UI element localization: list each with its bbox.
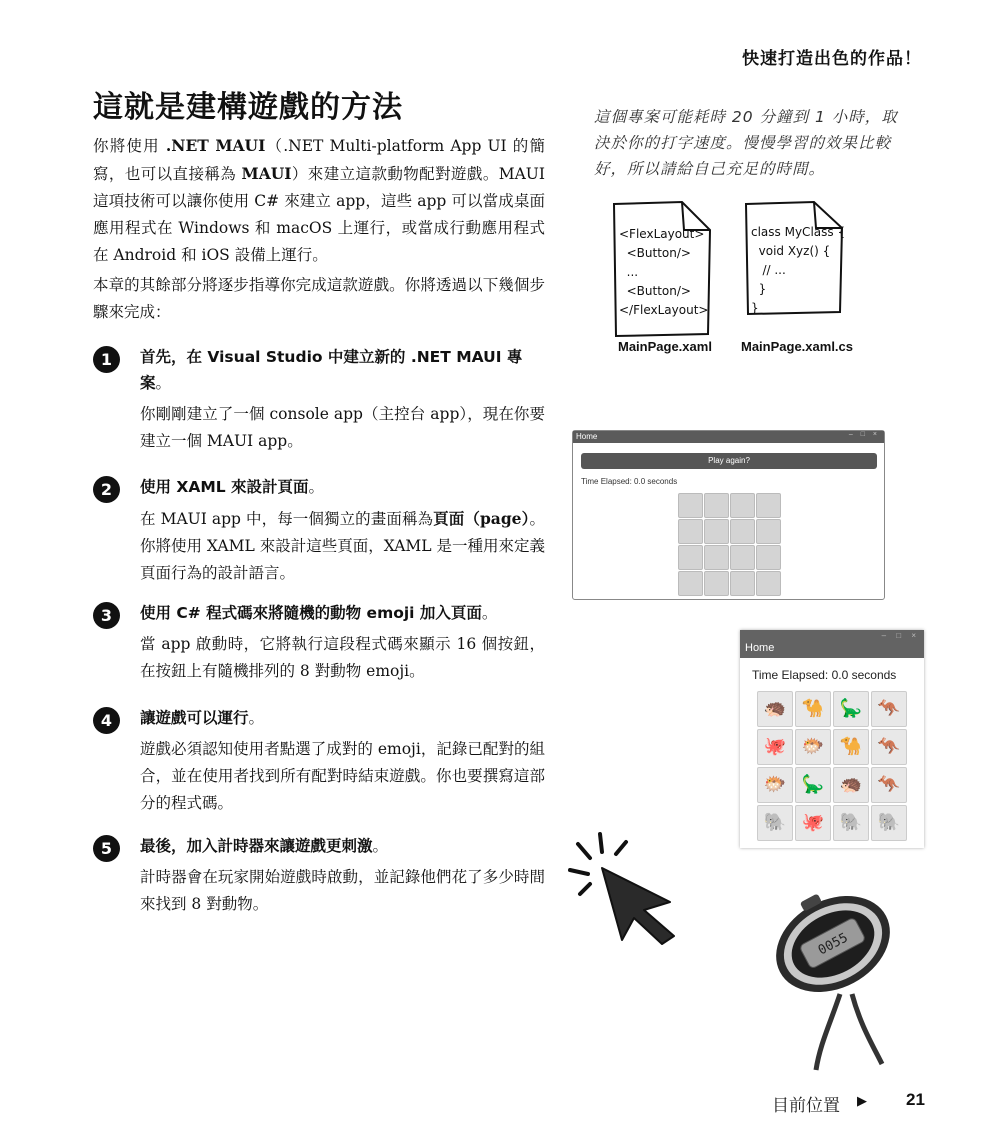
animal-tile[interactable]: 🐪	[795, 691, 831, 727]
animal-tile[interactable]: 🦔	[833, 767, 869, 803]
animal-tile[interactable]: 🐡	[757, 767, 793, 803]
animal-tile[interactable]: 🦘	[871, 691, 907, 727]
animal-tile[interactable]: 🦘	[871, 729, 907, 765]
game-window-large	[740, 630, 924, 848]
stopwatch-icon	[760, 884, 906, 1074]
tile-button[interactable]	[756, 571, 781, 596]
animal-tile[interactable]: 🐙	[795, 805, 831, 841]
step-description: 在 MAUI app 中，每一個獨立的畫面稱為頁面（page）。你將使用 XAML 來設計這些頁面，XAML 是一種用來定義頁面行為的設計語言。	[140, 509, 545, 582]
tile-grid	[678, 493, 781, 596]
tile-button[interactable]	[756, 545, 781, 570]
step-number: 2	[93, 476, 120, 503]
step-number: 4	[93, 707, 120, 734]
animal-tile[interactable]: 🦕	[833, 691, 869, 727]
step-description: 計時器會在玩家開始遊戲時啟動，並記錄他們花了多少時間來找到 8 對動物。	[140, 868, 545, 913]
window-title-bar: Home – □ ×	[740, 630, 924, 658]
window-controls[interactable]: – □ ×	[881, 631, 920, 640]
animal-tile-grid	[757, 691, 907, 841]
step-number: 3	[93, 602, 120, 629]
page-title: 這就是建構遊戲的方法	[93, 90, 403, 125]
tile-button[interactable]	[678, 493, 703, 518]
play-again-button[interactable]: Play again?	[581, 453, 877, 469]
window-title-bar: Home – □ ×	[573, 431, 884, 443]
xaml-file-label: MainPage.xaml	[618, 339, 712, 354]
step-title: 讓遊戲可以運行。	[140, 709, 265, 727]
animal-tile[interactable]: 🐙	[757, 729, 793, 765]
xaml-code-snippet: <FlexLayout> <Button/> ... <Button/> </FlexLayout>	[619, 227, 709, 317]
animal-tile[interactable]: 🦔	[757, 691, 793, 727]
step-description: 你剛剛建立了一個 console app（主控台 app），現在你要建立一個 MAUI app。	[140, 405, 545, 450]
tile-button[interactable]	[730, 571, 755, 596]
intro-paragraph-2: 本章的其餘部分將逐步指導你完成這款遊戲。你將透過以下幾個步驟來完成：	[93, 276, 545, 321]
window-controls[interactable]: – □ ×	[848, 431, 880, 438]
handwritten-note: 這個專案可能耗時 20 分鐘到 1 小時，取決於你的打字速度。慢慢學習的效果比較好，所以請給自己充足的時間。	[594, 108, 898, 178]
intro-paragraph-1: 你將使用 .NET MAUI（.NET Multi-platform App UI 的簡寫，也可以直接稱為 MAUI）來建立這款動物配對遊戲。MAUI 這項技術可以讓你使用 C# 來建立 app，這些 app 可以當成桌面應用程式在 Windows 和 macOS 上運行，或當成行動應用程式在 Android 和 iOS 設備上運行。	[93, 136, 545, 264]
footer-nav-label: 目前位置	[772, 1096, 840, 1116]
tile-button[interactable]	[756, 519, 781, 544]
step-description: 當 app 啟動時，它將執行這段程式碼來顯示 16 個按鈕，在按鈕上有隨機排列的 8 對動物 emoji。	[140, 635, 545, 680]
step-number: 1	[93, 346, 120, 373]
tile-button[interactable]	[678, 519, 703, 544]
cs-file-label: MainPage.xaml.cs	[741, 339, 853, 354]
time-elapsed-label: Time Elapsed: 0.0 seconds	[752, 668, 897, 682]
tile-button[interactable]	[730, 519, 755, 544]
tile-button[interactable]	[704, 545, 729, 570]
running-head: 快速打造出色的作品！	[742, 49, 922, 69]
animal-tile[interactable]: 🦕	[795, 767, 831, 803]
animal-tile[interactable]: 🦘	[871, 767, 907, 803]
game-window-small	[572, 430, 885, 600]
tile-button[interactable]	[704, 519, 729, 544]
page-number: 21	[906, 1090, 925, 1109]
animal-tile[interactable]: 🐘	[871, 805, 907, 841]
tile-button[interactable]	[704, 493, 729, 518]
time-elapsed-label: Time Elapsed: 0.0 seconds	[581, 477, 678, 486]
step-title: 使用 XAML 來設計頁面。	[140, 478, 325, 496]
stopwatch-display: 0055	[815, 930, 851, 959]
step-title: 最後，加入計時器來讓遊戲更刺激。	[140, 837, 389, 855]
tile-button[interactable]	[704, 571, 729, 596]
animal-tile[interactable]: 🐡	[795, 729, 831, 765]
step-description: 遊戲必須認知使用者點選了成對的 emoji，記錄已配對的組合，並在使用者找到所有配對時結束遊戲。你也要撰寫這部分的程式碼。	[140, 740, 545, 812]
tile-button[interactable]	[678, 545, 703, 570]
tile-button[interactable]	[730, 545, 755, 570]
step-title: 使用 C# 程式碼來將隨機的動物 emoji 加入頁面。	[140, 604, 498, 622]
step-number: 5	[93, 835, 120, 862]
tile-button[interactable]	[678, 571, 703, 596]
animal-tile[interactable]: 🐪	[833, 729, 869, 765]
tile-button[interactable]	[756, 493, 781, 518]
animal-tile[interactable]: 🐘	[757, 805, 793, 841]
tile-button[interactable]	[730, 493, 755, 518]
animal-tile[interactable]: 🐘	[833, 805, 869, 841]
step-title: 首先，在 Visual Studio 中建立新的 .NET MAUI 專案。	[140, 348, 523, 392]
cs-code-snippet: class MyClass { void Xyz() { // ... } }	[751, 225, 846, 315]
cursor-click-icon	[566, 830, 682, 946]
footer-arrow-icon: ▶	[857, 1094, 867, 1109]
